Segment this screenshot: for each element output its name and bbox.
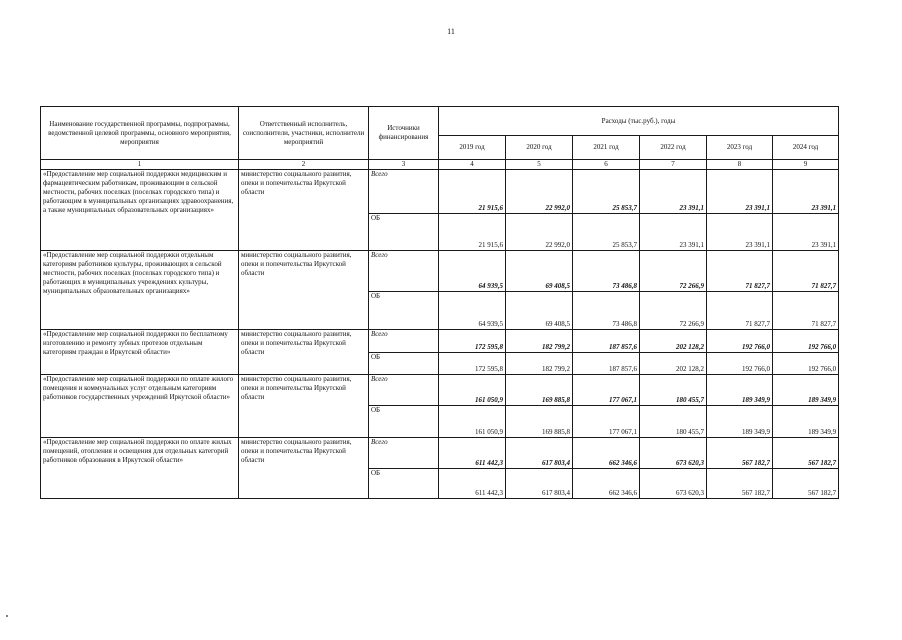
column-number: 5 (506, 160, 573, 170)
header-year: 2021 год (573, 136, 640, 160)
ob-value: 189 349,9 (773, 406, 839, 438)
table-row (41, 170, 839, 214)
total-value: 23 391,1 (707, 170, 773, 214)
measure-executor: министерство социального развития, опеки и попечительства Иркутской области (239, 170, 369, 251)
source-total-label: Всего (369, 251, 439, 292)
total-value: 180 455,7 (640, 375, 707, 406)
source-total-label: Всего (369, 438, 439, 469)
total-value: 172 595,8 (439, 330, 506, 353)
measure-executor: министерство социального развития, опеки и попечительства Иркутской области (239, 330, 369, 375)
header-expenses: Расходы (тыс.руб.), годы (439, 107, 839, 136)
source-total-label: Всего (369, 170, 439, 214)
total-value: 189 349,9 (773, 375, 839, 406)
total-value: 567 182,7 (773, 438, 839, 469)
header-year: 2024 год (773, 136, 839, 160)
total-value: 69 408,5 (506, 251, 573, 292)
ob-value: 189 349,9 (707, 406, 773, 438)
ob-value: 22 992,0 (506, 214, 573, 251)
ob-value: 673 620,3 (640, 469, 707, 499)
measure-name: «Предоставление мер социальной поддержки по оплате жилых помещений, отопления и освещения для отдельных категорий работников образования в Иркутской области» (41, 438, 239, 499)
ob-value: 64 939,5 (439, 292, 506, 330)
total-value: 673 620,3 (640, 438, 707, 469)
page-number: 11 (447, 27, 455, 36)
ob-value: 23 391,1 (640, 214, 707, 251)
table-row (41, 251, 839, 292)
ob-value: 21 915,6 (439, 214, 506, 251)
ob-value: 187 857,6 (573, 353, 640, 375)
source-ob-label: ОБ (369, 469, 439, 499)
total-value: 73 486,8 (573, 251, 640, 292)
header-year: 2019 год (439, 136, 506, 160)
header-year: 2023 год (707, 136, 773, 160)
total-value: 192 766,0 (707, 330, 773, 353)
table-row (41, 330, 839, 353)
ob-value: 25 853,7 (573, 214, 640, 251)
total-value: 72 266,9 (640, 251, 707, 292)
ob-value: 72 266,9 (640, 292, 707, 330)
column-number: 2 (239, 160, 369, 170)
total-value: 182 799,2 (506, 330, 573, 353)
ob-value: 73 486,8 (573, 292, 640, 330)
column-number: 6 (573, 160, 640, 170)
header-year: 2022 год (640, 136, 707, 160)
total-value: 161 050,9 (439, 375, 506, 406)
measure-name: «Предоставление мер социальной поддержки по оплате жилого помещения и коммунальных услуг отдельным категориям работников государственных учреждений Иркутской области» (41, 375, 239, 438)
source-ob-label: ОБ (369, 406, 439, 438)
source-ob-label: ОБ (369, 353, 439, 375)
total-value: 202 128,2 (640, 330, 707, 353)
column-number: 9 (773, 160, 839, 170)
ob-value: 662 346,6 (573, 469, 640, 499)
total-value: 617 803,4 (506, 438, 573, 469)
ob-value: 567 182,7 (707, 469, 773, 499)
source-total-label: Всего (369, 375, 439, 406)
column-number-row (41, 160, 839, 170)
ob-value: 177 067,1 (573, 406, 640, 438)
measure-name: «Предоставление мер социальной поддержки отдельным категориям работников культуры, проживающих в сельской местности, рабочих поселках (поселках городского типа) и работающих в муниципальных учреждениях культуры, муниципальных образовательных организациях» (41, 251, 239, 330)
ob-value: 617 803,4 (506, 469, 573, 499)
source-total-label: Всего (369, 330, 439, 353)
ob-value: 172 595,8 (439, 353, 506, 375)
ob-value: 180 455,7 (640, 406, 707, 438)
column-number: 4 (439, 160, 506, 170)
total-value: 192 766,0 (773, 330, 839, 353)
total-value: 611 442,3 (439, 438, 506, 469)
ob-value: 567 182,7 (773, 469, 839, 499)
header-source: Источники финансирования (369, 107, 439, 160)
total-value: 662 346,6 (573, 438, 640, 469)
total-value: 23 391,1 (640, 170, 707, 214)
measure-executor: министерство социального развития, опеки и попечительства Иркутской области (239, 438, 369, 499)
ob-value: 192 766,0 (773, 353, 839, 375)
source-ob-label: ОБ (369, 292, 439, 330)
column-number: 7 (640, 160, 707, 170)
total-value: 71 827,7 (707, 251, 773, 292)
measure-name: «Предоставление мер социальной поддержки медицинским и фармацевтическим работникам, проживающим в сельской местности, рабочих поселках (поселках городского типа) и работающим в муниципальных организациях здравоохранения, а также муниципальных образовательных организациях» (41, 170, 239, 251)
total-value: 23 391,1 (773, 170, 839, 214)
ob-value: 161 050,9 (439, 406, 506, 438)
ob-value: 71 827,7 (707, 292, 773, 330)
ob-value: 71 827,7 (773, 292, 839, 330)
measure-executor: министерство социального развития, опеки и попечительства Иркутской области (239, 251, 369, 330)
ob-value: 192 766,0 (707, 353, 773, 375)
ob-value: 611 442,3 (439, 469, 506, 499)
column-number: 3 (369, 160, 439, 170)
ob-value: 23 391,1 (707, 214, 773, 251)
ob-value: 23 391,1 (773, 214, 839, 251)
header-executor: Ответственный исполнитель, соисполнители, участники, исполнители мероприятий (239, 107, 369, 160)
ob-value: 182 799,2 (506, 353, 573, 375)
total-value: 64 939,5 (439, 251, 506, 292)
table-row (41, 438, 839, 469)
total-value: 71 827,7 (773, 251, 839, 292)
ob-value: 69 408,5 (506, 292, 573, 330)
column-number: 8 (707, 160, 773, 170)
table-row (41, 375, 839, 406)
ob-value: 169 885,8 (506, 406, 573, 438)
source-ob-label: ОБ (369, 214, 439, 251)
total-value: 187 857,6 (573, 330, 640, 353)
total-value: 21 915,6 (439, 170, 506, 214)
total-value: 169 885,8 (506, 375, 573, 406)
scan-speck (6, 615, 8, 617)
measure-name: «Предоставление мер социальной поддержки по бесплатному изготовлению и ремонту зубных протезов отдельным категориям граждан в Иркутской области» (41, 330, 239, 375)
header-name: Наименование государственной программы, подпрограммы, ведомственной целевой программы, основного мероприятия, мероприятия (41, 107, 239, 160)
header-year: 2020 год (506, 136, 573, 160)
measure-executor: министерство социального развития, опеки и попечительства Иркутской области (239, 375, 369, 438)
total-value: 189 349,9 (707, 375, 773, 406)
total-value: 567 182,7 (707, 438, 773, 469)
budget-table (40, 106, 839, 499)
total-value: 25 853,7 (573, 170, 640, 214)
total-value: 22 992,0 (506, 170, 573, 214)
column-number: 1 (41, 160, 239, 170)
ob-value: 202 128,2 (640, 353, 707, 375)
total-value: 177 067,1 (573, 375, 640, 406)
